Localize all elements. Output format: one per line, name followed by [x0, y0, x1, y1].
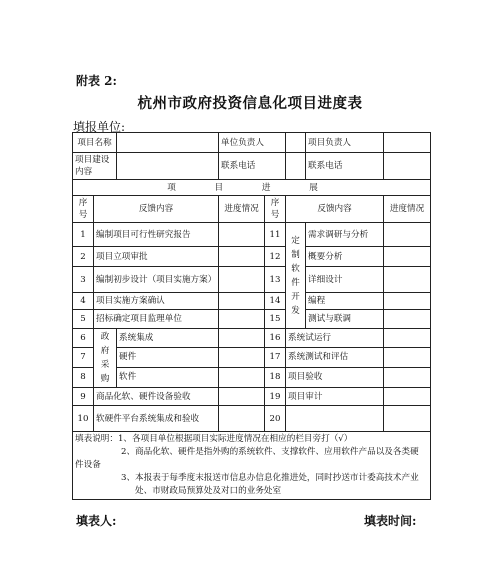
status-header-right: 进度情况 [384, 196, 431, 223]
note-1: 填表说明：1、各项目单位根据项目实际进度情况在相应的栏目旁打（√） [75, 434, 353, 444]
status-header-left: 进度情况 [219, 196, 265, 223]
group-custom-software: 定制软件开发 [286, 223, 306, 329]
feedback-header-left: 反馈内容 [94, 196, 219, 223]
status-cell[interactable] [219, 223, 265, 247]
row-text [286, 406, 384, 432]
status-cell[interactable] [219, 329, 265, 348]
phone2-value[interactable] [384, 153, 431, 180]
row-no: 10 [73, 406, 94, 432]
row-text: 概要分析 [306, 247, 384, 267]
row-no: 18 [265, 367, 286, 387]
note-3: 3、本报表于每季度末报送市信息办信息化推进处，同时抄送市计委高技术产业 [121, 473, 419, 483]
phone2-label: 联系电话 [306, 153, 384, 180]
row-text: 软件 [117, 367, 219, 387]
fill-instructions [73, 432, 431, 500]
row-text: 软硬件平台系统集成和验收 [94, 406, 219, 432]
row-text: 编程 [306, 293, 384, 310]
row-text: 项目审计 [286, 388, 384, 406]
row-no: 3 [73, 267, 94, 293]
page-title: 杭州市政府投资信息化项目进度表 [137, 95, 363, 112]
row-no: 13 [265, 267, 286, 293]
row-no: 8 [73, 367, 94, 387]
row-no: 7 [73, 347, 94, 367]
row-no: 14 [265, 293, 286, 310]
row-no: 9 [73, 388, 94, 406]
row-text: 需求调研与分析 [306, 223, 384, 247]
annex-label: 附表 2: [76, 74, 117, 88]
status-cell[interactable] [219, 310, 265, 329]
fill-time-label: 填表时间: [364, 514, 417, 528]
row-no: 15 [265, 310, 286, 329]
unit-label: 填报单位: [73, 120, 126, 134]
note-2: 2、商品化软、硬件是指外购的系统软件、支撑软件、应用软件产品以及各类硬 [121, 447, 419, 457]
row-no: 19 [265, 388, 286, 406]
note-3-cont: 处、市财政局预算处及对口的业务处室 [135, 486, 282, 496]
seq-header-left: 序号 [73, 196, 94, 223]
row-text: 系统集成 [117, 329, 219, 348]
status-cell[interactable] [384, 329, 431, 348]
project-name-label: 项目名称 [73, 133, 117, 153]
row-text: 测试与联调 [306, 310, 384, 329]
status-cell[interactable] [384, 367, 431, 387]
unit-lead-value[interactable] [286, 133, 306, 153]
status-cell[interactable] [219, 388, 265, 406]
row-no: 2 [73, 247, 94, 267]
row-text: 项目验收 [286, 367, 384, 387]
row-no: 6 [73, 329, 94, 348]
row-text: 招标确定项目监理单位 [94, 310, 219, 329]
status-cell[interactable] [384, 223, 431, 247]
project-lead-value[interactable] [384, 133, 431, 153]
status-cell[interactable] [384, 406, 431, 432]
progress-form-table [72, 132, 431, 500]
project-name-value[interactable] [117, 133, 219, 153]
phone1-value[interactable] [286, 153, 306, 180]
status-cell[interactable] [219, 293, 265, 310]
group-gov-procurement: 政府采购 [94, 329, 117, 388]
project-lead-label: 项目负责人 [306, 133, 384, 153]
row-text: 详细设计 [306, 267, 384, 293]
status-cell[interactable] [219, 367, 265, 387]
status-cell[interactable] [384, 267, 431, 293]
row-text: 编制初步设计（项目实施方案） [94, 267, 219, 293]
progress-title: 项 目 进 展 [73, 180, 431, 196]
status-cell[interactable] [384, 347, 431, 367]
row-text: 项目实施方案确认 [94, 293, 219, 310]
row-no: 4 [73, 293, 94, 310]
row-no: 1 [73, 223, 94, 247]
row-text: 项目立项审批 [94, 247, 219, 267]
row-no: 5 [73, 310, 94, 329]
status-cell[interactable] [384, 388, 431, 406]
note-2-cont: 件设备 [75, 460, 101, 470]
row-no: 12 [265, 247, 286, 267]
construction-value[interactable] [117, 153, 219, 180]
row-text: 系统试运行 [286, 329, 384, 348]
row-text: 商品化软、硬件设备验收 [94, 388, 219, 406]
feedback-header-right: 反馈内容 [286, 196, 384, 223]
seq-header-right: 序号 [265, 196, 286, 223]
phone1-label: 联系电话 [219, 153, 286, 180]
row-no: 16 [265, 329, 286, 348]
row-text: 硬件 [117, 347, 219, 367]
unit-lead-label: 单位负责人 [219, 133, 286, 153]
row-no: 20 [265, 406, 286, 432]
row-text: 系统测试和评估 [286, 347, 384, 367]
row-no: 17 [265, 347, 286, 367]
row-text: 编制项目可行性研究报告 [94, 223, 219, 247]
construction-label: 项目建设内容 [73, 153, 117, 180]
status-cell[interactable] [219, 247, 265, 267]
status-cell[interactable] [219, 267, 265, 293]
status-cell[interactable] [384, 310, 431, 329]
row-no: 11 [265, 223, 286, 247]
status-cell[interactable] [219, 347, 265, 367]
status-cell[interactable] [384, 247, 431, 267]
filler-label: 填表人: [76, 514, 117, 528]
status-cell[interactable] [219, 406, 265, 432]
status-cell[interactable] [384, 293, 431, 310]
